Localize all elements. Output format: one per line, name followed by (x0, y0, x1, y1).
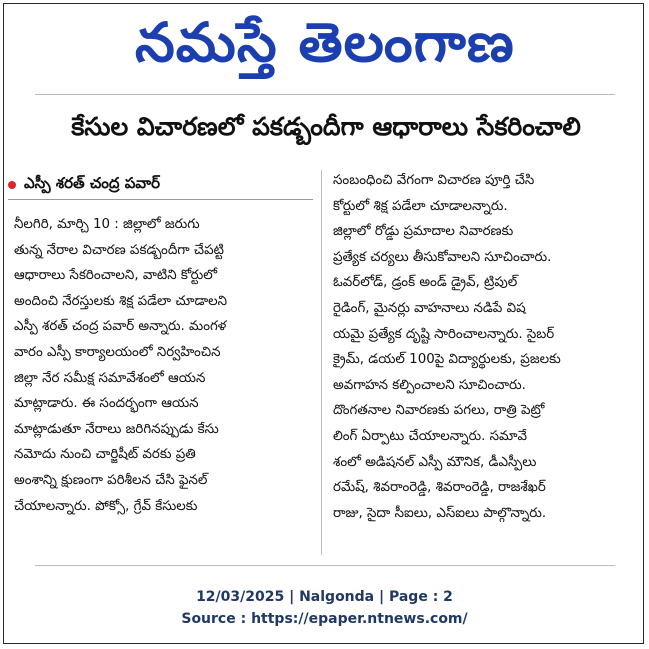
text-line: అందించి నేరస్తులకు శిక్ష పడేలా చూడాలని (14, 293, 227, 309)
article-left-column (14, 212, 314, 519)
text-line: యమై ప్రత్యేక దృష్టి సారించాలన్నారు. సైబర్ (333, 326, 555, 342)
source-link[interactable]: Source : https://epaper.ntnews.com/ (181, 611, 468, 627)
text-line: చేయాలన్నారు. పోక్సో, గ్రేవ్ కేసులకు (14, 498, 198, 514)
text-line: నమోదు నుంచి చార్జిషీట్ వరకు ప్రతి (14, 447, 196, 463)
text-line: ఆధారాలు సేకరించాలని, వాటిని కోర్టులో (14, 268, 218, 284)
text-line: అవగాహన కల్పించాలని సూచించారు. (333, 377, 526, 393)
text-line: కోర్టులో శిక్ష పడేలా చూడాలన్నారు. (333, 198, 508, 214)
text-line: రాజు, సైదా సీఐలు, ఎస్ఐలు పాల్గొన్నారు. (333, 505, 547, 521)
text-line: సంబంధించి వేగంగా విచారణ పూర్తి చేసి (333, 173, 535, 188)
byline-underline (8, 199, 313, 200)
text-line: రైడింగ్, మైనర్లు వాహనాలు నడిపే విష (333, 300, 526, 316)
column-divider (321, 170, 322, 555)
text-line: అంశాన్ని క్షుణంగా పరిశీలన చేసి ఫైనల్ (14, 472, 208, 488)
text-line: మాట్లాడారు. ఈ సందర్భంగా ఆయన (14, 396, 199, 412)
text-line: జిల్లా నేర సమీక్ష సమావేశంలో ఆయన (14, 370, 206, 386)
edition-info: 12/03/2025 | Nalgonda | Page : 2 (196, 589, 453, 605)
text-line: క్రైమ్, డయల్ 100పై విద్యార్థులకు, ప్రజలకు (333, 352, 561, 368)
text-line: ఎస్పీ శరత్ చంద్ర పవార్ అన్నారు. మంగళ (14, 319, 227, 335)
text-line: నీలగిరి, మార్చి 10 : జిల్లాలో జరుగు (14, 217, 200, 232)
text-line: ప్రత్యేక చర్యలు తీసుకోవాలని సూచించారు. (333, 249, 552, 265)
article-right-column (333, 168, 633, 526)
text-line: దొంగతనాల నివారణకు పగలు, రాత్రి పెట్రో (333, 403, 545, 419)
byline-text: ఎస్పీ శరత్ చంద్ర పవార్ (24, 174, 160, 192)
text-line: శంలో అడిషనల్ ఎస్పీ మౌనిక, డీఎస్పీలు (333, 454, 537, 470)
bottom-divider (35, 565, 615, 566)
page-footer (0, 586, 649, 630)
top-divider (35, 94, 615, 95)
article-headline: కేసుల విచారణలో పకడ్బందీగా ఆధారాలు సేకరించాలి (71, 112, 581, 141)
text-line: జిల్లాలో రోడ్డు ప్రమాదాల నివారణకు (333, 224, 514, 240)
text-line: లింగ్ ఏర్పాటు చేయాలన్నారు. సమావే (333, 428, 528, 444)
masthead-title: నమస్తే తెలంగాణ (135, 10, 515, 74)
bullet-icon (8, 181, 16, 189)
text-line: మాట్లాడుతూ నేరాలు జరిగినప్పుడు కేసు (14, 421, 219, 437)
text-line: తున్న నేరాల విచారణ పకడ్బందీగా చేపట్టి (14, 242, 224, 258)
article-byline (8, 173, 318, 197)
text-line: రమేష్, శివరాంరెడ్డి, శివరాంరెడ్డి, రాజశేఖర్ (333, 480, 546, 496)
text-line: ఓవర్‌లోడ్, డ్రంక్ అండ్ డ్రైవ్, ట్రిపుల్ (333, 275, 518, 291)
text-line: వారం ఎస్పీ కార్యాలయంలో నిర్వహించిన (14, 344, 221, 360)
newspaper-masthead (40, 8, 610, 90)
